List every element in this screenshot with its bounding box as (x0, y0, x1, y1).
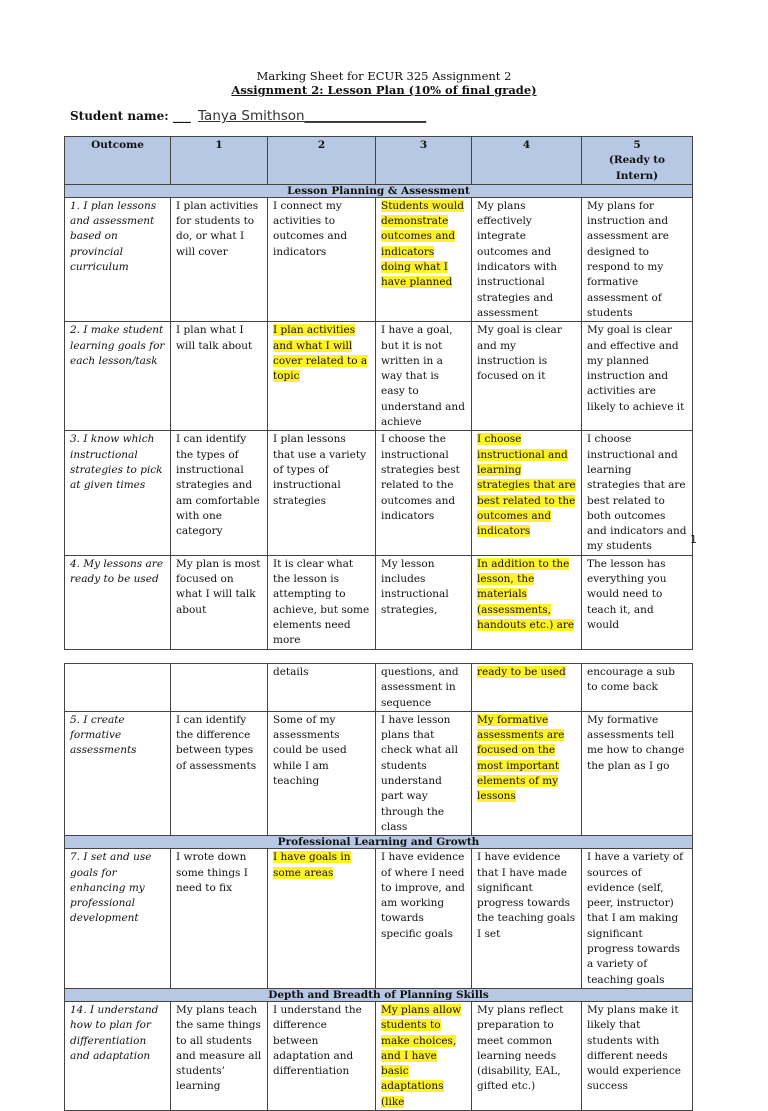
level-5-cell: My formative assessments tell me how to change the plan as I go (582, 711, 693, 835)
table-row (65, 431, 693, 555)
header-level-3: 3 (376, 137, 472, 185)
table-row (65, 711, 693, 835)
section-title: Professional Learning and Growth (65, 836, 693, 849)
outcome-cell (65, 664, 171, 712)
highlighted-text: I choose instructional and learning strategies that are best related to the outcomes and indicators (477, 433, 576, 538)
section-row (65, 836, 693, 849)
level-4-cell (472, 555, 582, 649)
level-3-cell: I have lesson plans that check what all students understand part way through the class (376, 711, 472, 835)
table-row (65, 555, 693, 649)
outcome-cell: 7. I set and use goals for enhancing my professional development (65, 849, 171, 989)
page-number: 1 (690, 533, 697, 546)
rubric-table-page-1 (64, 136, 693, 650)
level-4-cell: I have evidence that I have made significant progress towards the teaching goals I set (472, 849, 582, 989)
level-1-cell: I can identify the difference between types of assessments (171, 711, 268, 835)
student-name-line (70, 108, 426, 124)
level-3-cell (376, 197, 472, 321)
table-row (65, 1001, 693, 1110)
level-5-cell: My plans make it likely that students with different needs would experience success (582, 1001, 693, 1110)
outcome-cell: 2. I make student learning goals for each lesson/task (65, 322, 171, 431)
level-1-cell: I plan what I will talk about (171, 322, 268, 431)
header-level-1: 1 (171, 137, 268, 185)
outcome-cell: 14. I understand how to plan for differentiation and adaptation (65, 1001, 171, 1110)
level-3-cell: My lesson includes instructional strategies, (376, 555, 472, 649)
level-3-cell: I choose the instructional strategies best related to the outcomes and indicators (376, 431, 472, 555)
level-4-cell (472, 431, 582, 555)
level-4-cell: My plans effectively integrate outcomes and indicators with instructional strategies and assessment (472, 197, 582, 321)
rubric-table-page-2 (64, 663, 693, 1111)
outcome-cell: 1. I plan lessons and assessment based on provincial curriculum (65, 197, 171, 321)
level-5-cell: The lesson has everything you would need to teach it, and would (582, 555, 693, 649)
highlighted-text: I plan activities and what I will cover related to a topic (273, 324, 368, 383)
highlighted-text: I have goals in some areas (273, 851, 351, 879)
level-2-cell: Some of my assessments could be used while I am teaching (268, 711, 376, 835)
header-level-2: 2 (268, 137, 376, 185)
table-row (65, 322, 693, 431)
section-title: Lesson Planning & Assessment (65, 184, 693, 197)
level-2-cell: It is clear what the lesson is attempting to achieve, but some elements need more (268, 555, 376, 649)
level-5-cell: My plans for instruction and assessment are designed to respond to my formative assessment of students (582, 197, 693, 321)
level-1-cell: I plan activities for students to do, or what I will cover (171, 197, 268, 321)
level-2-cell: I plan lessons that use a variety of types of instructional strategies (268, 431, 376, 555)
header-outcome: Outcome (65, 137, 171, 185)
highlighted-text: My formative assessments are focused on the most important elements of my lessons (477, 713, 565, 803)
section-title: Depth and Breadth of Planning Skills (65, 988, 693, 1001)
level-2-cell (268, 322, 376, 431)
highlighted-text: My plans allow students to make choices, and I have basic adaptations (like (381, 1003, 462, 1108)
header-level-5-number: 5 (633, 139, 641, 151)
section-row (65, 184, 693, 197)
level-3-cell (376, 1001, 472, 1110)
assignment-title: Assignment 2: Lesson Plan (10% of final grade) (231, 83, 537, 97)
header-level-4: 4 (472, 137, 582, 185)
level-4-cell (472, 664, 582, 712)
level-4-cell (472, 711, 582, 835)
table-row (65, 664, 693, 712)
level-5-cell: encourage a sub to come back (582, 664, 693, 712)
level-3-cell: I have a goal, but it is not written in a way that is easy to understand and achieve (376, 322, 472, 431)
level-1-cell (171, 664, 268, 712)
level-5-cell: My goal is clear and effective and my planned instruction and activities are likely to achieve it (582, 322, 693, 431)
outcome-cell: 5. I create formative assessments (65, 711, 171, 835)
document-title: Marking Sheet for ECUR 325 Assignment 2 (256, 69, 512, 83)
level-1-cell: I can identify the types of instructional strategies and am comfortable with one category (171, 431, 268, 555)
highlighted-text: In addition to the lesson, the materials (assessments, handouts etc.) are (477, 557, 575, 631)
table-row (65, 849, 693, 989)
table-header-row (65, 137, 693, 185)
student-name-label: Student name: ___ (70, 109, 191, 123)
table-row (65, 197, 693, 321)
level-2-cell: details (268, 664, 376, 712)
level-3-cell: I have evidence of where I need to improve, and am working towards specific goals (376, 849, 472, 989)
level-2-cell (268, 849, 376, 989)
outcome-cell: 4. My lessons are ready to be used (65, 555, 171, 649)
section-row (65, 988, 693, 1001)
level-4-cell: My plans reflect preparation to meet common learning needs (disability, EAL, gifted etc.) (472, 1001, 582, 1110)
level-5-cell: I choose instructional and learning strategies that are best related to both outcomes and indicators and my students (582, 431, 693, 555)
level-1-cell: I wrote down some things I need to fix (171, 849, 268, 989)
header-level-5 (582, 137, 693, 185)
level-5-cell: I have a variety of sources of evidence (self, peer, instructor) that I am making significant progress towards a variety of teaching goals (582, 849, 693, 989)
highlighted-text: Students would demonstrate outcomes and indicators doing what I have planned (381, 199, 464, 289)
level-2-cell: I understand the difference between adaptation and differentiation (268, 1001, 376, 1110)
student-name-value: Tanya Smithson__________________ (198, 108, 427, 124)
level-2-cell: I connect my activities to outcomes and indicators (268, 197, 376, 321)
outcome-cell: 3. I know which instructional strategies to pick at given times (65, 431, 171, 555)
level-1-cell: My plans teach the same things to all students and measure all students’ learning (171, 1001, 268, 1110)
header-level-5-sub: (Ready to Intern) (608, 154, 666, 182)
highlighted-text: ready to be used (477, 666, 566, 678)
level-4-cell: My goal is clear and my instruction is focused on it (472, 322, 582, 431)
level-3-cell: questions, and assessment in sequence (376, 664, 472, 712)
level-1-cell: My plan is most focused on what I will talk about (171, 555, 268, 649)
